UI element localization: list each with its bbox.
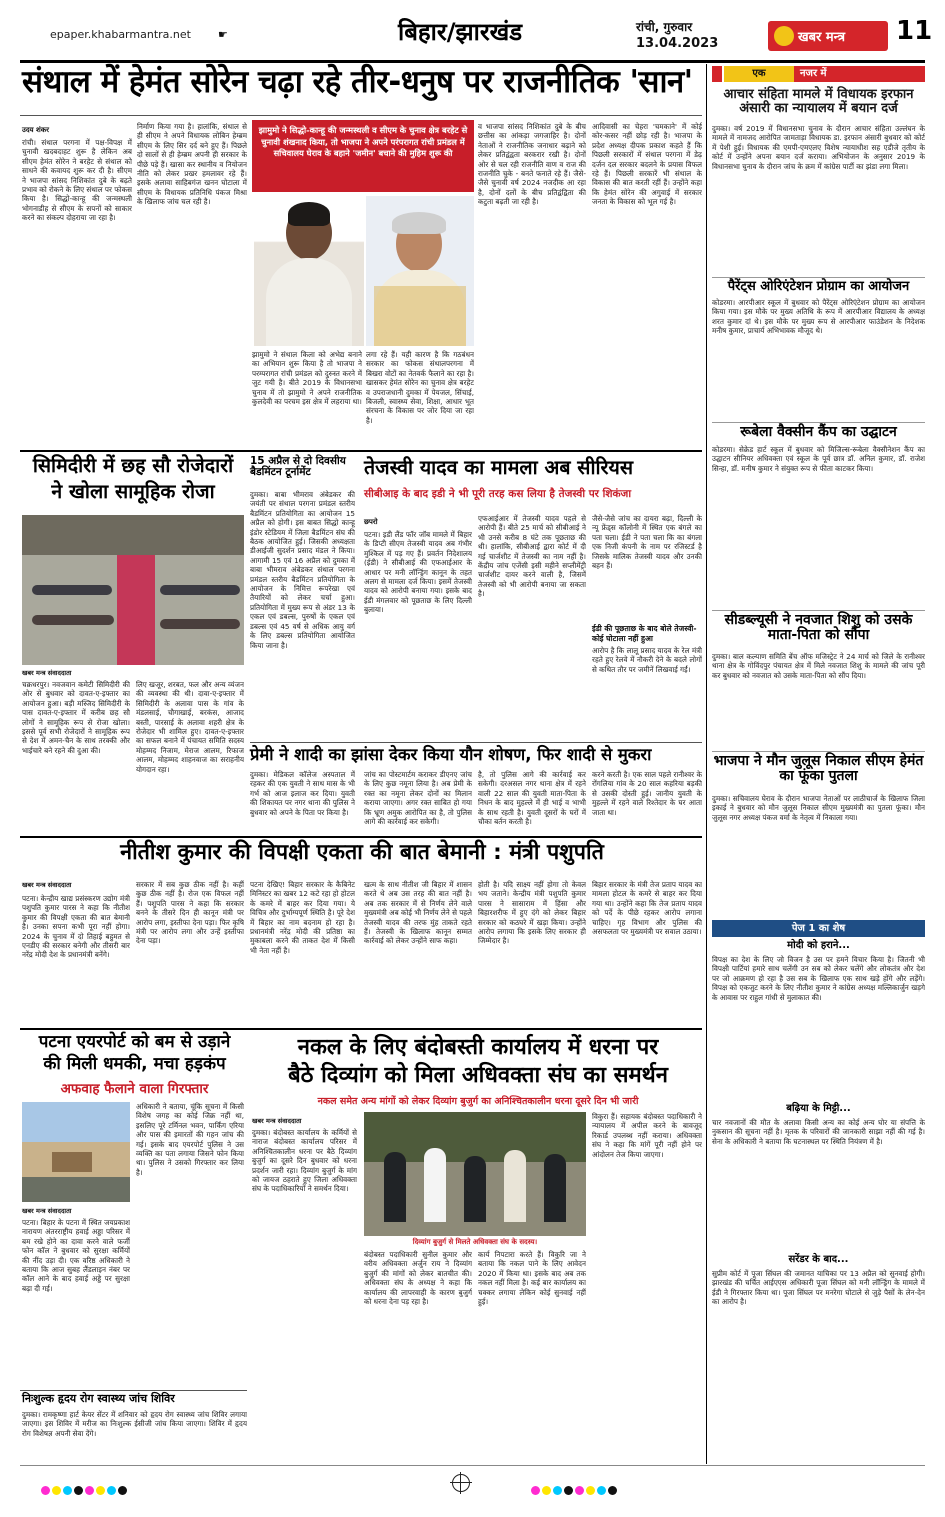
- sidebar-marker-icon: [712, 66, 722, 82]
- registration-dot: [85, 1486, 94, 1495]
- tejashwi-col-1: पटना। इडी लैंड फॉर जॉब मामले में बिहार के डिप्टी सीएम तेजस्वी यादव अब गंभीर मुश्किल में पड़ गए हैं। प्रवर्तन निदेशालय (ईडी) ने सीबीआई की एफआईआर के आधार पर मनी लॉन्ड्रिंग कानून के तहत अलग से मामला दर्ज किया। इसमें तेजस्वी यादव को आरोपी बनाया गया। इसके बाद ईडी मंगलवार को पूछताछ के लिए दिल्ली बुलाया।: [364, 530, 472, 615]
- city-day: रांची, गुरुवार: [636, 20, 693, 34]
- sidebar-5-body: दुमका। सचिवालय घेराव के दौरान भाजपा नेताओं पर लाठीचार्ज के खिलाफ जिला इकाई ने बुधवार को मौन जुलूस निकाल सीएम मुख्यमंत्री का पुतला फूंका। मौन जुलूस नगर अध्यक्ष पंकज वर्मा के नेतृत्व में निकाला गया।: [712, 794, 925, 822]
- masthead: [0, 0, 945, 62]
- shesh-2-heading: बढ़िया के मिट्टी...: [786, 1103, 851, 1114]
- shesh-bar: [712, 920, 925, 937]
- nakal-headline-1: नकल के लिए बंदोबस्ती कार्यालय में धरना पर: [297, 1035, 659, 1060]
- registration-dot: [608, 1486, 617, 1495]
- lead-col-6: आदिवासी का चेहरा 'चमकाने' में कोई कोर-कसर नहीं छोड़ रही है। भाजपा के प्रदेश अध्यक्ष दीपक प्रकाश कहते हैं कि पिछली सरकारों में संथाल परगना में डेढ़ दर्जन दल सरकार बदलने के प्रयास विफल रहे हैं। पिछली सरकारें भी संथाल के विकास की बात करती रहीं हैं। उन्होंने कहा कि हेमंत सोरेन की अगुवाई में सरकार जनता के विकास को भूल गई है।: [592, 122, 702, 207]
- registration-dots-right: [530, 1480, 618, 1499]
- brand-name: खबर मन्त्र: [798, 30, 846, 45]
- sidebar-divider: [712, 277, 925, 278]
- registration-dot: [586, 1486, 595, 1495]
- registration-dot: [575, 1486, 584, 1495]
- lead-rule: [20, 115, 702, 116]
- sidebar-1-headline: आचार संहिता मामले में विधायक इरफान अंसारी का न्यायालय में बयान दर्ज: [723, 87, 914, 116]
- sidebar-header: [712, 66, 925, 82]
- registration-dot: [74, 1486, 83, 1495]
- badminton-headline: 15 अप्रैल से दो दिवसीय बैडमिंटन टूर्नामेंट: [250, 455, 346, 479]
- nakal-col-3: कार्य निपटारा करते हैं। विकुरि जा ने बताया कि नकल पाने के लिए आवेदन 2020 में किया था। इसके बाद अब तक नकल नहीं मिला है। कई बार कार्यालय का चक्कर लगाया लेकिन कोई सुनवाई नहीं हुई।: [478, 1250, 586, 1307]
- lead-box: [252, 120, 474, 192]
- nakal-col-1: दुमका। बंदोबस्त कार्यालय के कर्मियों से नाराज बंदोबस्त कार्यालय परिसर में अनिश्चितकालीन धरना पर बैठे दिव्यांग बुजुर्ग का दूसरे दिन बुधवार को धरना प्रदर्शन जारी रहा। दिव्यांग बुजुर्ग के मांग को जायज ठहराते हुए जिला अधिवक्ता संघ के पदाधिकारियों ने समर्थन दिया।: [252, 1128, 357, 1194]
- sidebar-divider: [712, 610, 925, 611]
- nishulk-headline: निःशुल्क हृदय रोग स्वास्थ्य जांच शिविर: [22, 1392, 175, 1405]
- shesh-3-body: सुप्रीम कोर्ट में पूजा सिंघल की जमानत याचिका पर 13 अप्रैल को सुनवाई होगी। झारखंड की चर्चित आईएएस अधिकारी पूजा सिंघल को मनी लॉन्ड्रिंग के मामले में ईडी ने गिरफ्तार किया था। पूजा सिंघल पर मनरेगा घोटाले से जुड़े पैसों के लेन-देन का आरोप है।: [712, 1269, 925, 1307]
- lead-col-2: निर्माण किया गया है। हालांकि, संथाल से ही सीएम ने अपने विधायक लोबिन हेम्ब्रम सीएम के लिए सिर दर्द बने हुए हैं। पिछले दो सालों से ही हेम्ब्रम अपनी ही सरकार के पीछे पड़े हैं। खासा कर स्थानीय व नियोजन नीति को लेकर प्रखर हमलावर रहे हैं। इसके अलावा साहिबगंज खनन घोटाला में सीएम के विधायक प्रतिनिधि पंकज मिश्रा के खिलाफ जांच चल रही है।: [137, 122, 247, 207]
- sidebar-divider: [712, 751, 925, 752]
- lead-box-text: झामुमो ने सिद्धो-कान्हू की जन्मस्थली व सीएम के चुनाव क्षेत्र बरहेट से चुनावी शंखनाद किया, तो भाजपा ने अपने परंपरागत रांची प्रमंडल में सचिवालय घेराव के बहाने 'जमीन' बचाने की मुहिम शुरू की: [258, 125, 468, 158]
- url-text[interactable]: epaper.khabarmantra.net: [50, 28, 191, 41]
- nitish-headline: नीतीश कुमार की विपक्षी एकता की बात बेमानी : मंत्री पशुपति: [120, 840, 604, 865]
- airport-col-1: पटना। बिहार के पटना में स्थित जयप्रकाश नारायण अंतरराष्ट्रीय हवाई अड्डा परिसर में बम रखे होने का दावा करने वाले फर्जी फोन कॉल ने बुधवार को सुरक्षा कर्मियों की नींद उड़ा दी। एक वरिष्ठ अधिकारी ने बताया कि आज सुबह लैंडलाइन नंबर पर कॉल आने के बाद हवाई अड्डे पर सुरक्षा बढ़ा दी गई।: [22, 1218, 130, 1293]
- roza-headline-2: ने खोला सामूहिक रोजा: [51, 480, 215, 503]
- tejashwi-col-2: एफआईआर में तेजस्वी यादव पहले से आरोपी हैं। बीते 25 मार्च को सीबीआई ने भी उनसे करीब 8 घंटे तक पूछताछ की थी। हालांकि, सीबीआई द्वारा कोर्ट में दी गई चार्जशीट में तेजस्वी का नाम नहीं है। केंद्रीय जांच एजेंसी इसी महीने सप्लीमेंट्री चार्जशीट दायर करने वाली है, जिसमें तेजस्वी को भी आरोपी बनाया जा सकता है।: [478, 514, 586, 599]
- registration-dot: [107, 1486, 116, 1495]
- nakal-photo: [364, 1112, 586, 1236]
- issue-date: 13.04.2023: [636, 36, 719, 51]
- shesh-3-heading: सरेंडर के बाद...: [788, 1254, 849, 1265]
- roza-col-1: चक्रधरपुर। नवजवान कमेटी सिमिदीरी की ओर से बुधवार को दावत-ए-इफ्तार का आयोजन हुआ। बड़ी मस्जिद सिमिदीरी के पास दावत-ए-इफ्तार में करीब छह सौ लोगों ने सामूहिक रूप से रोजा खोला। इससे पूर्व सभी रोजेदारों ने सामूहिक रूप से देश में अमन-चैन के साथ तरक्की और भाईचारे बने रहने की दुआ की।: [22, 680, 130, 755]
- preme-col-1: दुमका। मेडिकल कॉलेज अस्पताल में रहकर की एक युवती ने साथ मास के भी गर्भ को आज इलाज कर दिया। युवती की शिकायत पर नगर थाना की पुलिस ने बुधवार को अपने के पिता पर किया है।: [250, 770, 355, 817]
- sidebar-divider: [712, 422, 925, 423]
- sidebar-ek-label: एक: [724, 66, 794, 82]
- nishulk-body: दुमका। रामकृष्णा हार्ट केयर सेंटर में शनिवार को हृदय रोग स्वास्थ्य जांच शिविर लगाया जाएगा। इस शिविर में मरीज का निःशुल्क ईसीजी जांच किया जाएगा। शिविर में हृदय रोग विशेषज्ञ अपनी सेवा देंगे।: [22, 1410, 247, 1438]
- registration-dot: [553, 1486, 562, 1495]
- airport-headline-2: की मिली धमकी, मचा हड़कंप: [43, 1054, 226, 1074]
- roza-col-2: लिए खजूर, शरबत, फल और अन्य व्यंजन की व्यवस्था की थी। दावा-ए-इफ्तार में सिमिदीरी के अलावा पास के गांव के मंडलसाई, चौगाखाई, बरकंस, आजाद बस्ती, पारसाई के अलावा शहरी क्षेत्र के रोजेदार भी शामिल हुए। दावत-ए-इफ्तार का सफल बनाने में पंचायत समिति सदस्य मोहम्मद निजाम, मेराज आलम, रिफाज आलम, मोहम्मद शाहनवाज का सराहनीय योगदान रहा।: [136, 680, 244, 774]
- nishulk-rule: [20, 1390, 247, 1391]
- registration-dot: [542, 1486, 551, 1495]
- registration-dot: [63, 1486, 72, 1495]
- sidebar-2-body: कोडरमा। आरपीआर स्कूल में बुधवार को पैरेंट्स ओरिएंटेशन प्रोग्राम का आयोजन किया गया। इस मौके पर मुख्य अतिथि के रूप में आरपीआर विद्यालय के अध्यक्ष शरत कुमार दां थे। इस मौके पर मुख्य रूप से आरपीआर फाउंडेशन के निदेशक मनीष कुमार, प्राचार्य अभिभावक मौजूद थे।: [712, 298, 925, 336]
- nakal-headline-2: बैठे दिव्यांग को मिला अधिवक्ता संघ का समर्थन: [288, 1063, 668, 1088]
- registration-dot: [96, 1486, 105, 1495]
- shesh-2-body: चार नवजानों की मौत के अलावा किसी अन्य का कोई अन्य घोर या संपत्ति के नुकसान की सूचना नहीं है। मृतक के परिवारों की जानकारी साझा नहीं की गई है। सेना के अधिकारी ने बताया कि घटनास्थल पर स्थिति नियंत्रण में है।: [712, 1118, 925, 1146]
- nitish-col-1: पटना। केन्द्रीय खाद्य प्रसंस्करण उद्योग मंत्री पशुपति कुमार पारस ने कहा कि नीतीश कुमार की विपक्षी एकता की बात बेमानी है। उनका सपना कभी पूरा नहीं होगा। 2024 के चुनाव में दो तिहाई बहुमत से एनडीए की सरकार बनेगी और तीसरी बार नरेंद्र मोदी देश के प्रधानमंत्री बनेंगे।: [22, 894, 130, 960]
- lead-bottom-rule: [20, 450, 702, 452]
- lead-headline: संथाल में हेमंत सोरेन चढ़ा रहे तीर-धनुष पर राजनीतिक 'सान': [22, 64, 693, 100]
- nakal-credit: खबर मन्त्र संवाददाता: [252, 1117, 302, 1125]
- lead-col-3: झामुमो ने संथाल किला को अभेद्य बनाने का अभियान शुरू किया है तो भाजपा ने परम्परागत रांची प्रमंडल को दुरुस्त करने में जुट गयी है। बीते 2019 के विधानसभा चुनाव में तो झामुमो ने अपने राजनीतिक कुलदेवी का परचम इस क्षेत्र में लहराया था।: [252, 350, 362, 407]
- airport-headline-1: पटना एयरपोर्ट को बम से उड़ाने: [38, 1032, 231, 1052]
- shesh-bar-label: पेज 1 का शेष: [791, 923, 846, 934]
- airport-photo: [22, 1102, 130, 1202]
- footer-rule: [20, 1465, 925, 1466]
- sidebar-2-headline: पैरेंट्स ओरिएंटेशन प्रोग्राम का आयोजन: [727, 279, 910, 294]
- babulal-marandi-photo: [366, 196, 474, 346]
- nakal-col-4: विकुरा हैं। सहायक बंदोबस्त पदाधिकारी ने न्यायालय में अपील करने के बावजूद रिकार्ड उपलब्ध नहीं कराया। अधिवक्ता संघ ने कहा कि मांगें पूरी नहीं होने पर आंदोलन तेज किया जाएगा।: [592, 1112, 702, 1159]
- sidebar-nazar-label: नजर में: [794, 66, 925, 82]
- preme-top-rule: [250, 742, 702, 743]
- preme-col-4: करने करती है। एक साल पहले रानीश्वर के रोंगलिया गांव के 20 साल कहरिया बड़की से उसकी दोस्ती हुई। जानीय युवती के मुहल्ले में रहने वाले रिश्तेदार के घर आता जाता था।: [592, 770, 702, 817]
- nakal-subhead: नकल समेत अन्य मांगों को लेकर दिव्यांग बुजुर्ग का अनिश्चितकालीन धरना दूसरे दिन भी जारी: [317, 1096, 639, 1107]
- tejashwi-headline: तेजस्वी यादव का मामला अब सीरियस: [364, 456, 634, 479]
- airport-col-2: अधिकारी ने बताया, चूंकि सूचना में किसी विशेष जगह का कोई जिक्र नहीं था, इसलिए पूरे टर्मिनल भवन, पार्किंग एरिया और पास की इमारतों की गहन जांच की गई। इसके बाद एयरपोर्ट पुलिस ने उस व्यक्ति का पता लगाया जिसने फोन किया था। पुलिस ने उसको गिरफ्तार कर लिया है।: [136, 1102, 244, 1177]
- page-number: 11: [896, 16, 933, 46]
- tejashwi-col-3: जैसे-जैसे जांच का दायरा बढ़ा, दिल्ली के न्यू फ्रेंड्स कॉलोनी में स्थित एक बंगले का पता चला। ईडी ने पता चला कि का बंगला एक निजी कंपनी के नाम पर रजिस्टर्ड है जिसके मालिक तेजस्वी यादव और उनकी बहन हैं।: [592, 514, 702, 571]
- registration-dot: [52, 1486, 61, 1495]
- preme-col-2: जांच का पोस्टमार्टम कराकर डीएनए जांच के लिए कुछ नमूना लिया है। अब प्रेमी के रक्त का नमूना लेकर दोनों का मिलान कराया जाएगा। अगर रक्त साबित हो गया कि भ्रूण अमुक आरोपित का है, तो पुलिस आगे की कार्रवाई कर सकेगी।: [364, 770, 472, 827]
- registration-crosshair-icon: [452, 1474, 470, 1492]
- shesh-1-heading: मोदी को हराने...: [787, 940, 850, 951]
- preme-headline: प्रेमी ने शादी का झांसा देकर किया यौन शोषण, फिर शादी से मुकरा: [250, 745, 652, 764]
- nakal-caption: दिव्यांग बुजुर्ग से मिलते अधिवक्ता संघ के सदस्य।: [412, 1238, 538, 1246]
- lead-byline: उदय शंकर: [22, 126, 50, 134]
- nitish-col-2: सरकार में सब कुछ ठीक नहीं है। कहीं कुछ ठीक नहीं है। रोज एक विफल नहीं हैं। पशुपति पारस ने कहा कि सरकार बनने के तीसरे दिन ही कानून मंत्री पर आरोप लगा, इस्तीफा देना पड़ा। फिर कृषि मंत्री पर आरोप लगा और उन्हें इस्तीफा देना पड़ा।: [136, 880, 244, 946]
- sidebar-1-body: दुमका। वर्ष 2019 में विधानसभा चुनाव के दौरान आचार संहिता उल्लंघन के मामले में नामजद आरोपित जामताड़ा विधायक डा. इरफान अंसारी बुधवार को कोर्ट में पेशी हुई। विधायक की एमपी-एमएलए विशेष न्यायाधीश सह एडीजे तृतीय के कोर्ट में उन्होंने अपना बयान दर्ज कराया। अभियोजन के अनुसार 2019 के विधानसभा चुनाव के दौरान जांच के क्रम में कांग्रेस पार्टी का झंडा लगा मिला।: [712, 124, 925, 171]
- sidebar-3-headline: रूबेला वैक्सीन कैंप का उद्घाटन: [740, 424, 897, 440]
- nitish-col-6: बिहार सरकार के मंत्री तेज प्रताप यादव का मामला होटल के कमरे से बाहर कर दिया गया था। उन्होंने कहा कि तेज प्रताप यादव को पर्दे के पीछे रहकर आरोप लगाना चाहिए। गृह विभाग और पुलिस की असफलता पर मुख्यमंत्री पर सवाल उठाया।: [592, 880, 702, 937]
- registration-dot: [41, 1486, 50, 1495]
- header-rule: [20, 60, 925, 63]
- badminton-body: दुमका। बाबा भीमराव अंबेडकर की जयंती पर संथाल परगना प्रमंडल स्तरीय बैडमिंटन प्रतियोगिता का आयोजन 15 अप्रैल को होगी। इस बाबत सिद्धो कान्हू इंडोर स्टेडियम में जिला बैडमिंटन संघ की बैठक आयोजित हुई। जिसकी अध्यक्षता डीआईजी सुदर्शन प्रसाद मंडल ने किया। आगामी 15 एवं 16 अप्रैल को दुमका में बाबा भीमराव अंबेडकर संथाल परगना प्रमंडल स्तरीय बैडमिंटन प्रतियोगिता के आयोजन के निमित्त रूपरेखा एवं तैयारियों को लेकर चर्चा हुआ। प्रतियोगिता में मुख्य रूप से अंडर 13 के एकल एवं डबल्स, पुरुषों के एकल एवं डबल्स एवं 45 वर्ष से अधिक आयु वर्ग के लिए डबल्स प्रतियोगिता आयोजित किया जाना है।: [250, 490, 355, 650]
- cursor-icon: ☛: [218, 28, 228, 41]
- tejashwi-tag: छपरो: [364, 518, 378, 526]
- nitish-col-3: पटना देखिए! बिहार सरकार के कैबिनेट मिनिस्टर का खबर 12 कटे रहा हो होटल के कमरे में बाहर कर दिया गया। ये विचित्र और दुर्भाग्यपूर्ण स्थिति है। पूरे देश में बिहार का नाम बदनाम हो रहा है। प्रधानमंत्री नरेंद्र मोदी की प्रतिष्ठा का मुकाबला करने की ताकत देश में किसी भी नेता नहीं है।: [250, 880, 355, 955]
- registration-dot: [597, 1486, 606, 1495]
- brand-badge: [768, 21, 888, 51]
- hemant-soren-photo: [254, 196, 364, 346]
- registration-dot: [531, 1486, 540, 1495]
- shesh-1-body: विपक्ष का देश के लिए जो विजन है उस पर हमने विचार किया है। जितनी भी विपक्षी पार्टियां हमारे साथ चलेंगी उन सब को लेकर चलेंगे और लोकतंत्र और देश पर जो आक्रमण हो रहा है उस सब के खिलाफ एक साथ खड़े होंगे और लड़ेंगे। विपक्ष को एकजुट करने के लिए नीतीश कुमार ने कांग्रेस अध्यक्ष मल्लिकार्जुन खड़गे के आवास पर राहुल गांधी से मुलाकात की।: [712, 955, 925, 1002]
- registration-dots-left: [40, 1480, 128, 1499]
- brand-logo-icon: [774, 26, 794, 46]
- nitish-credit: खबर मन्त्र संवाददाता: [22, 881, 72, 889]
- tejashwi-col-3b: आरोप है कि लालू प्रसाद यादव के रेल मंत्री रहते हुए रेलवे में नौकरी देने के बदले लोगों से कथित तौर पर जमीनें लिखवाई गईं।: [592, 646, 702, 674]
- tejashwi-col-3-head: ईडी की पूछताछ के बाद बोले तेजस्वी- कोई घोटाला नहीं हुआ: [592, 624, 697, 643]
- sidebar-3-body: कोडरमा। सेक्रेड हार्ट स्कूल में बुधवार को मिजिल्स-रूबेला वैक्सीनेशन कैंप का उद्घाटन सीनियर अधिवक्ता एवं स्कूल के पूर्व छात्र डॉ. अनिल कुमार, डॉ. राजेश सिन्हा, डॉ. मनीष कुमार ने संयुक्त रूप से फीता काटकर किया।: [712, 445, 925, 473]
- airport-credit: खबर मन्त्र संवाददाता: [22, 1207, 72, 1215]
- lead-col-1: रांची। संथाल परगना में पक्ष-विपक्ष में चुनावी खदबदाहट शुरू है लेकिन अब सीएम हेमंत सोरेन ने बरहेट से संथाल को साधने की कवायद शुरू कर दी है। सीएम ने भाजपा सांसद निशिकांत दुबे के बढ़ते प्रभाव को रोकने के लिए संथाल पर फोकस किया है। सिद्धो-कान्हू की जन्मस्थली भोगनाडीह से सीएम के सपनों को साकार करने का संकल्प दोहराया जा रहा है।: [22, 138, 132, 223]
- col-rule: [706, 64, 707, 1464]
- preme-bottom-rule: [20, 836, 702, 838]
- section-title: बिहार/झारखंड: [398, 18, 523, 46]
- sidebar-5-headline: भाजपा ने मौन जुलूस निकाल सीएम हेमंत का फूंका पुतला: [713, 753, 924, 784]
- sidebar-4-body: दुमका। बाल कल्याण समिति बेंच ऑफ मजिस्ट्रेट ने 24 मार्च को जिले के रानीश्वर थाना क्षेत्र के गोविंदपुर पंचायत क्षेत्र में मिले नवजात शिशु के मामले की जांच पूरी कर बुधवार को नवजात को उसके माता-पिता को सौंप दिया।: [712, 652, 925, 680]
- roza-headline-1: सिमिदीरी में छह सौ रोजेदारों: [32, 454, 234, 477]
- roza-credit: खबर मन्त्र संवाददाता: [22, 669, 72, 677]
- roza-photo: [22, 515, 244, 665]
- airport-subhead: अफवाह फैलाने वाला गिरफ्तार: [60, 1081, 209, 1097]
- lead-col-5: व भाजपा सांसद निशिकांत दुबे के बीच छत्तीस का आंकड़ा जगजाहिर है। दोनों नेताओं ने राजनीतिक जनाधार बढ़ाने को लेकर प्रतिद्वंद्वता बरकरार रखी है। दोनों ओर से चल रही राजनीति वाण व राज की राजनीति चुके - बनते फनाते रहे हैं। जैसे-जैसे चुनावी वर्ष 2024 नजदीक आ रहा है, दोनों दलों के बीच प्रतिद्वंद्विता की कटुता बढ़ती जा रही है।: [478, 122, 586, 207]
- tejashwi-subhead: सीबीआइ के बाद इडी ने भी पूरी तरह कस लिया है तेजस्वी पर शिकंजा: [364, 488, 632, 500]
- sidebar-4-headline: सीडब्ल्यूसी ने नवजात शिशु को उसके माता-पिता को सौंपा: [724, 612, 913, 643]
- preme-col-3: है, तो पुलिस आगे की कार्रवाई कर सकेगी। दरअसल नगर थाना क्षेत्र में रहने वाली 22 साल की युवती माता-पिता के निधन के बाद मुहल्ले में ही भाई व भाभी के साथ रहती है। युवती दूसरों के घरों में चौका बर्तन करती है।: [478, 770, 586, 827]
- nakal-col-2: बंदोबस्त पदाधिकारी सुनील कुमार और वरीय अधिवक्ता अर्जुन राय ने दिव्यांग बुजुर्ग की मांगों को लेकर बातचीत की। अधिवक्ता संघ के अध्यक्ष ने कहा कि कार्यालय की लापरवाही के कारण बुजुर्ग को धरना देना पड़ रहा है।: [364, 1250, 472, 1307]
- registration-dot: [564, 1486, 573, 1495]
- registration-dot: [118, 1486, 127, 1495]
- nitish-col-5: होती है। यदि साक्ष्य नहीं होगा तो केवल भय जताने। केन्द्रीय मंत्री पशुपति कुमार पारस ने सासाराम में हिंसा और बिहारशरीफ में हुए दंगे को लेकर बिहार सरकार को कठघरे में खड़ा किया। उन्होंने आरोप लगाया कि इसके लिए सरकार ही जिम्मेदार है।: [478, 880, 586, 946]
- lead-col-4: लगा रहे हैं। यही कारण है कि गठबंधन सरकार का फोकस संथालपरगना में बिखरा वोटों का नेतवर्क फैलाने का रहा है। खासकर हेमंत सोरेन का चुनाव क्षेत्र बरहेट व उपराजधानी दुमका में पेयजल, सिंचाई, बिजली, स्वास्थ्य सेवा, शिक्षा, आधार भूत संरचना के विकास पर जोर दिया जा रहा है।: [366, 350, 474, 425]
- nitish-col-4: खत्म के साथ नीतीश जी बिहार में शासन करते थे अब उस तरह की बात नहीं है। अब तक सरकार में से निर्णय लेने वाले मुख्यमंत्री अब कोई भी निर्णय लेने से पहले तेजस्वी यादव की तरफ मुंह ताकते रहते हैं। तेजस्वी के खिलाफ कानून सम्मत कार्रवाई को लेकर उन्होंने साफ कहा।: [364, 880, 472, 946]
- nitish-bottom-rule: [20, 1028, 702, 1030]
